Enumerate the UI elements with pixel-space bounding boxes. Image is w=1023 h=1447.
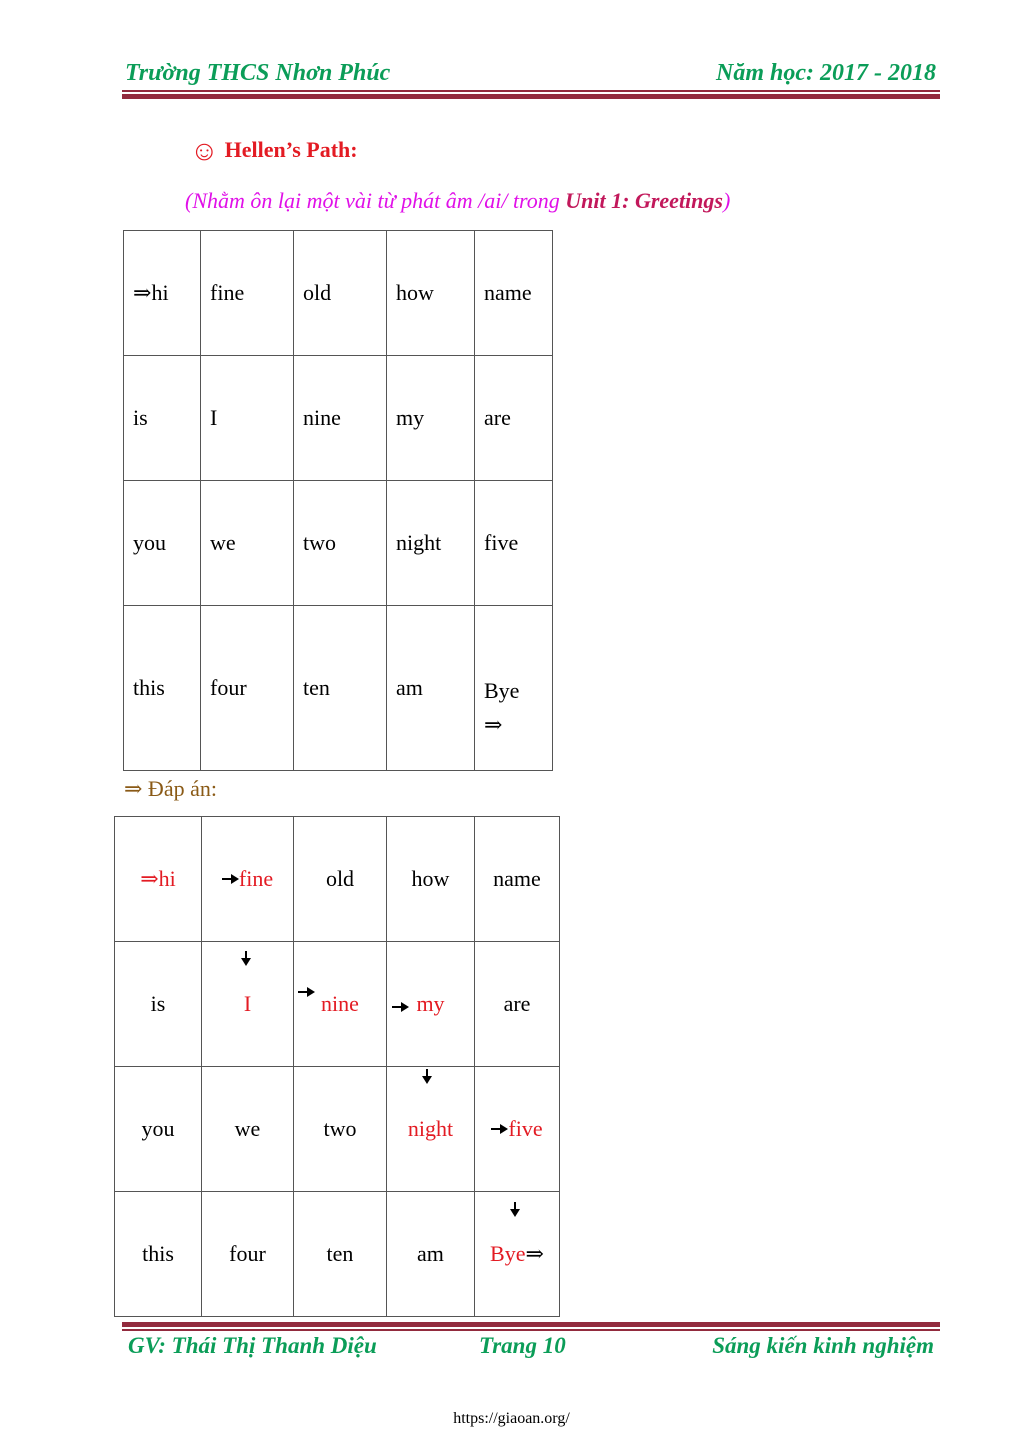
end-arrow-icon: ⇒ — [484, 712, 503, 737]
answer-cell: is — [115, 942, 202, 1067]
answer-cell: are — [475, 942, 560, 1067]
puzzle-cell: night — [387, 481, 475, 606]
answer-grid — [114, 816, 560, 1317]
start-arrow-icon: ⇒ — [140, 866, 159, 891]
subtitle-text: Nhằm ôn lại một vài từ phát âm /ai/ trong — [192, 188, 566, 213]
puzzle-cell: you — [124, 481, 201, 606]
answer-cell: am — [387, 1192, 475, 1317]
puzzle-cell: nine — [294, 356, 387, 481]
puzzle-cell: my — [387, 356, 475, 481]
answer-row — [115, 817, 560, 942]
answer-cell — [475, 1192, 560, 1317]
answer-row — [115, 1067, 560, 1192]
path-word: five — [508, 1116, 543, 1141]
answer-cell — [115, 817, 202, 942]
answer-cell — [202, 817, 294, 942]
puzzle-word: Bye — [484, 678, 520, 703]
path-word: hi — [158, 866, 176, 891]
answer-cell: you — [115, 1067, 202, 1192]
arrow-right-icon — [392, 1002, 408, 1012]
arrow-right-icon — [222, 874, 238, 884]
arrow-right-icon — [491, 1124, 507, 1134]
puzzle-cell — [475, 606, 553, 771]
footer-doc-title: Sáng kiến kinh nghiệm — [712, 1333, 934, 1358]
end-arrow-icon: ⇒ — [525, 1241, 544, 1266]
puzzle-cell — [124, 231, 201, 356]
section-title — [190, 136, 358, 168]
puzzle-row — [124, 356, 553, 481]
puzzle-cell: am — [387, 606, 475, 771]
puzzle-cell: I — [201, 356, 294, 481]
school-name: Trường THCS Nhơn Phúc — [125, 60, 391, 86]
puzzle-cell: five — [475, 481, 553, 606]
puzzle-row — [124, 606, 553, 771]
answer-cell: old — [294, 817, 387, 942]
path-word: nine — [321, 991, 359, 1016]
subtitle-close-paren: ) — [722, 188, 731, 213]
answer-cell: two — [294, 1067, 387, 1192]
answer-cell — [475, 1067, 560, 1192]
answer-cell — [294, 942, 387, 1067]
puzzle-cell: are — [475, 356, 553, 481]
footer-teacher: GV: Thái Thị Thanh Diệu — [128, 1333, 377, 1358]
path-word: night — [407, 1116, 454, 1141]
puzzle-cell: two — [294, 481, 387, 606]
answer-cell: ten — [294, 1192, 387, 1317]
puzzle-cell: old — [294, 231, 387, 356]
puzzle-row — [124, 481, 553, 606]
source-url[interactable]: https://giaoan.org/ — [453, 1410, 570, 1427]
puzzle-cell: this — [124, 606, 201, 771]
puzzle-grid — [123, 230, 553, 771]
header-rule — [122, 90, 940, 99]
answer-row — [115, 1192, 560, 1317]
puzzle-word: hi — [151, 280, 169, 305]
section-subtitle — [185, 188, 730, 214]
answer-cell: we — [202, 1067, 294, 1192]
footer-page: Trang 10 — [479, 1333, 566, 1358]
answer-label: ⇒ Đáp án: — [124, 776, 217, 801]
puzzle-cell: ten — [294, 606, 387, 771]
puzzle-cell: we — [201, 481, 294, 606]
path-word: my — [416, 991, 445, 1016]
answer-cell: how — [387, 817, 475, 942]
start-arrow-icon: ⇒ — [133, 280, 152, 305]
puzzle-cell: name — [475, 231, 553, 356]
subtitle-open-paren: ( — [185, 188, 193, 213]
subtitle-unit: Unit 1: Greetings — [565, 188, 723, 213]
answer-cell: this — [115, 1192, 202, 1317]
path-word: Bye — [490, 1241, 526, 1266]
arrow-down-icon — [241, 951, 251, 965]
path-word: fine — [238, 866, 274, 891]
answer-cell: name — [475, 817, 560, 942]
arrow-down-icon — [510, 1202, 520, 1216]
footer-rule — [122, 1322, 940, 1331]
arrow-right-icon — [298, 987, 314, 997]
answer-cell: four — [202, 1192, 294, 1317]
puzzle-cell: fine — [201, 231, 294, 356]
answer-cell — [387, 1067, 475, 1192]
answer-row — [115, 942, 560, 1067]
answer-cell — [202, 942, 294, 1067]
answer-cell — [387, 942, 475, 1067]
path-word: I — [243, 991, 252, 1016]
section-title-text: Hellen’s Path: — [224, 137, 358, 162]
puzzle-cell: four — [201, 606, 294, 771]
smiley-icon: ☺ — [190, 136, 219, 167]
puzzle-cell: how — [387, 231, 475, 356]
school-year: Năm học: 2017 - 2018 — [716, 60, 936, 86]
arrow-down-icon — [422, 1069, 432, 1083]
puzzle-cell: is — [124, 356, 201, 481]
puzzle-row — [124, 231, 553, 356]
